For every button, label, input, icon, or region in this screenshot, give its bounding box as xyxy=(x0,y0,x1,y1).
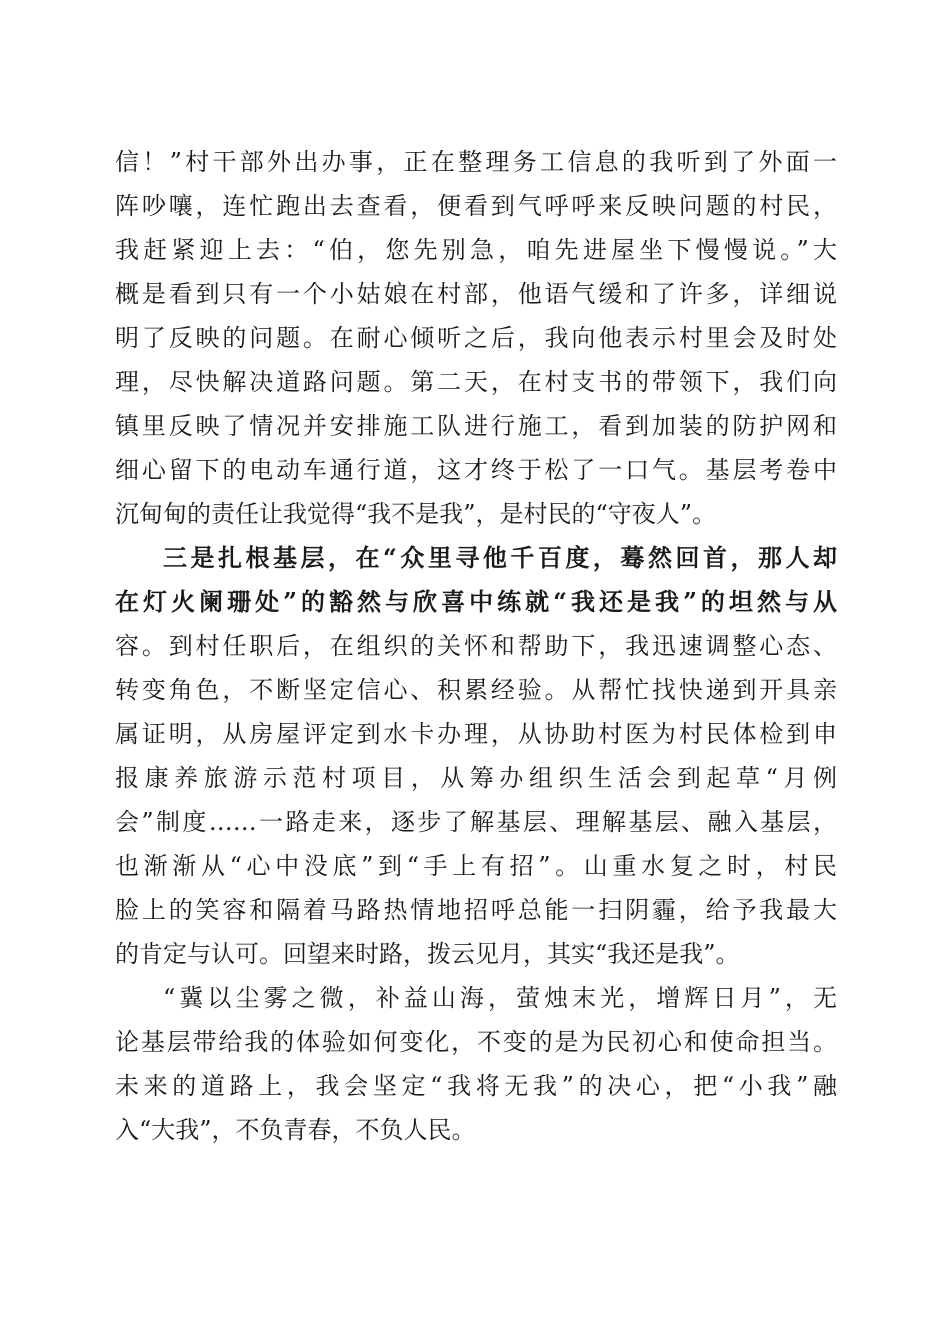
text-line: 脸上的笑容和隔着马路热情地招呼总能一扫阴霾，给予我最大 xyxy=(115,896,837,924)
text-line: 属证明，从房屋评定到水卡办理，从协助村医为村民体检到申 xyxy=(115,720,837,748)
document-body xyxy=(115,140,837,1152)
text-line: 入“大我”，不负青春，不负人民。 xyxy=(115,1116,476,1144)
text-line: 报康养旅游示范村项目，从筹办组织生活会到起草“月例 xyxy=(115,764,837,792)
text-line: 明了反映的问题。在耐心倾听之后，我向他表示村里会及时处 xyxy=(115,324,837,352)
text-line: 阵吵嚷，连忙跑出去查看，便看到气呼呼来反映问题的村民， xyxy=(115,192,837,220)
text-line: 镇里反映了情况并安排施工队进行施工，看到加装的防护网和 xyxy=(115,412,837,440)
text-line: 转变角色，不断坚定信心、积累经验。从帮忙找快递到开具亲 xyxy=(115,676,837,704)
text-line: 在灯火阑珊处”的豁然与欣喜中练就“我还是我”的坦然与从 xyxy=(115,587,837,616)
text-line: 沉甸甸的责任让我觉得“我不是我”，是村民的“守夜人”。 xyxy=(115,500,717,528)
text-line: 三是扎根基层，在“众里寻他千百度，蓦然回首，那人却 xyxy=(163,543,837,572)
text-line: 论基层带给我的体验如何变化，不变的是为民初心和使命担当。 xyxy=(115,1028,837,1056)
text-line: 也渐渐从“心中没底”到“手上有招”。山重水复之时，村民 xyxy=(115,852,837,880)
text-line: 我赶紧迎上去：“伯，您先别急，咱先进屋坐下慢慢说。”大 xyxy=(115,236,837,264)
text-line: 会”制度……一路走来，逐步了解基层、理解基层、融入基层， xyxy=(115,808,837,836)
text-line: 未来的道路上，我会坚定“我将无我”的决心，把“小我”融 xyxy=(115,1072,837,1100)
paragraph-3 xyxy=(115,976,837,1152)
paragraph-2 xyxy=(115,536,837,976)
text-line: 细心留下的电动车通行道，这才终于松了一口气。基层考卷中 xyxy=(115,456,837,484)
text-line: “冀以尘雾之微，补益山海，萤烛末光，增辉日月”，无 xyxy=(163,984,837,1012)
text-line: 信！”村干部外出办事，正在整理务工信息的我听到了外面一 xyxy=(115,148,837,176)
text-line: 容。到村任职后，在组织的关怀和帮助下，我迅速调整心态、 xyxy=(115,632,837,660)
text-line: 理，尽快解决道路问题。第二天，在村支书的带领下，我们向 xyxy=(115,368,837,396)
text-line: 概是看到只有一个小姑娘在村部，他语气缓和了许多，详细说 xyxy=(115,280,837,308)
text-line: 的肯定与认可。回望来时路，拨云见月，其实“我还是我”。 xyxy=(115,940,740,968)
paragraph-1 xyxy=(115,140,837,536)
